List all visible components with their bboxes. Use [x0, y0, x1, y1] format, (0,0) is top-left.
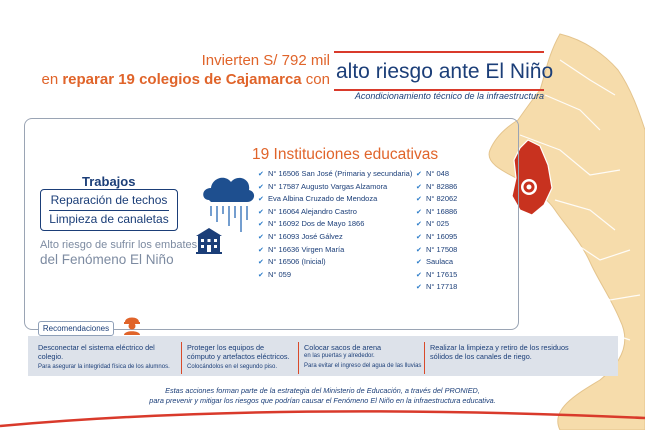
list-item-label: N° 16506 San José (Primaria y secundaria): [268, 169, 413, 178]
check-icon: ✔: [416, 208, 422, 216]
headline-line2: [40, 71, 330, 88]
list-item: [258, 256, 412, 269]
headline-line2-suffix: con: [301, 71, 330, 88]
recommendation-main-sub: en las puertas y alrededor.: [304, 352, 375, 359]
list-item: [258, 218, 412, 231]
headline-line3: alto riesgo ante El Niño: [336, 60, 554, 83]
check-icon: ✔: [416, 221, 422, 229]
footer-line2: para prevenir y mitigar los riesgos que podrían causar el Fenómeno El Niño en la infraestructura educativa.: [149, 396, 496, 405]
instituciones-list-left: [258, 168, 412, 281]
check-icon: ✔: [416, 196, 422, 204]
recommendation-separator: [298, 342, 299, 374]
recommendation-separator: [424, 342, 425, 374]
list-item-label: N° 16093 José Gálvez: [268, 231, 343, 241]
check-icon: ✔: [258, 171, 264, 178]
school-icon: [194, 226, 224, 256]
list-item: [258, 168, 412, 181]
recommendation-item: [430, 344, 590, 361]
list-item-label: N° 16886: [426, 206, 458, 216]
recommendation-main: Desconectar el sistema eléctrico del colegio.: [38, 343, 155, 361]
list-item-label: N° 16506 (Inicial): [268, 257, 326, 267]
headline-rule-top: [334, 51, 544, 53]
headline-line2-prefix: en: [41, 71, 63, 88]
list-item-label: N° 82062: [426, 194, 458, 204]
recommendation-main: Realizar la limpieza y retiro de los residuos sólidos de los canales de riego.: [430, 343, 569, 361]
trabajo-item: Limpieza de canaletas: [49, 212, 169, 226]
list-item-label: N° 025: [426, 219, 450, 229]
check-icon: ✔: [258, 259, 264, 267]
list-item: [416, 231, 457, 244]
trabajos-title: Trabajos: [82, 174, 136, 189]
check-icon: ✔: [416, 259, 422, 267]
list-item-label: N° 16095: [426, 231, 458, 241]
list-item: [416, 269, 457, 282]
list-item: [258, 193, 412, 206]
recommendation-item: [304, 344, 426, 370]
list-item: [258, 231, 412, 244]
worker-helmet-icon: [120, 311, 144, 335]
list-item: [258, 206, 412, 219]
list-item: [416, 281, 457, 294]
check-icon: ✔: [258, 221, 264, 229]
list-item-label: Saulaca: [426, 257, 454, 267]
check-icon: ✔: [258, 271, 264, 279]
list-item-label: N° 059: [268, 269, 292, 279]
check-icon: ✔: [258, 183, 264, 191]
list-item: [416, 218, 457, 231]
check-icon: ✔: [416, 284, 422, 292]
riesgo-line1: Alto riesgo de sufrir los embates: [40, 239, 198, 251]
recommendations-label: Recomendaciones: [38, 321, 114, 336]
recommendation-main: Colocar sacos de arena: [304, 343, 382, 352]
list-item: [416, 206, 457, 219]
check-icon: ✔: [416, 246, 422, 254]
list-item-label: N° 17508: [426, 244, 458, 254]
list-item-label: N° 048: [426, 169, 450, 178]
list-item-label: N° 82886: [426, 181, 458, 191]
recommendation-note: Para asegurar la integridad física de los alumnos.: [38, 364, 170, 370]
list-item: [416, 193, 457, 206]
recommendation-note: Colocándolos en el segundo piso.: [187, 364, 278, 370]
recommendation-note: Para evitar el ingreso del agua de las lluvias: [304, 362, 422, 369]
headline-subtitle: Acondicionamiento técnico de la infraestructura: [354, 91, 544, 101]
list-item-label: N° 17587 Augusto Vargas Alzamora: [268, 181, 388, 191]
headline-line2-bold: reparar 19 colegios de Cajamarca: [62, 71, 302, 88]
check-icon: ✔: [258, 246, 264, 254]
check-icon: ✔: [416, 271, 422, 279]
list-item: [258, 269, 412, 282]
check-icon: ✔: [416, 233, 422, 241]
list-item: [416, 256, 457, 269]
list-item-label: N° 16064 Alejandro Castro: [268, 206, 357, 216]
location-pin-icon: [521, 179, 537, 195]
list-item-label: N° 16092 Dos de Mayo 1866: [268, 219, 365, 229]
trabajo-item: Reparación de techos: [50, 193, 168, 207]
list-item: [416, 244, 457, 257]
recommendation-item: [38, 344, 176, 371]
riesgo-line2: del Fenómeno El Niño: [40, 252, 174, 267]
check-icon: ✔: [416, 183, 422, 191]
list-item-label: N° 16636 Virgen María: [268, 244, 345, 254]
recommendation-main: Proteger los equipos de cómputo y artefactos eléctricos.: [187, 343, 290, 361]
list-item-label: Eva Albina Cruzado de Mendoza: [268, 194, 378, 204]
list-item: [416, 168, 457, 181]
list-item: [416, 181, 457, 194]
trabajos-divider: [49, 210, 169, 211]
trabajos-box: [40, 189, 178, 231]
footer-line1: Estas acciones forman parte de la estrategia del Ministerio de Educación, a través del PRONIED,: [165, 386, 480, 395]
check-icon: ✔: [416, 171, 422, 178]
bottom-red-arc: [0, 411, 645, 426]
recommendation-item: [187, 344, 293, 371]
check-icon: ✔: [258, 196, 264, 204]
instituciones-title: 19 Instituciones educativas: [252, 146, 439, 163]
list-item-label: N° 17615: [426, 269, 458, 279]
list-item-label: N° 17718: [426, 282, 458, 292]
instituciones-list-right: [416, 168, 457, 294]
recommendation-separator: [181, 342, 182, 374]
list-item: [258, 181, 412, 194]
headline-line1: Invierten S/ 792 mil: [201, 52, 330, 69]
list-item: [258, 244, 412, 257]
check-icon: ✔: [258, 233, 264, 241]
check-icon: ✔: [258, 208, 264, 216]
